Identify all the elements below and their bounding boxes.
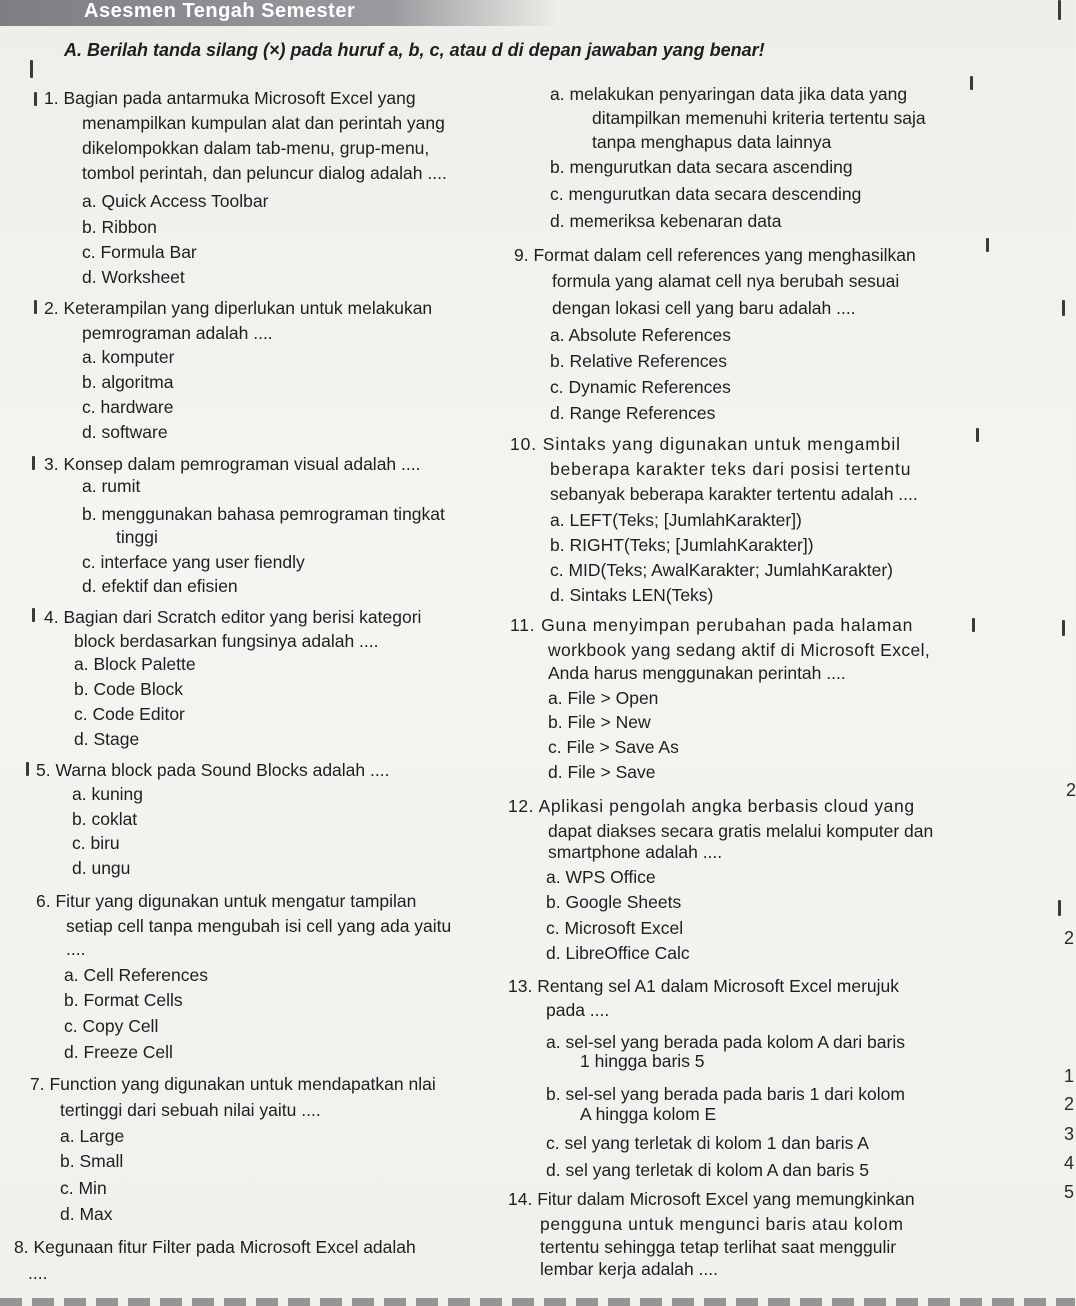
question-3-option-b-line-2: tinggi [116,527,158,547]
question-7-line-1: 7. Function yang digunakan untuk mendapatkan nlai [30,1074,436,1094]
question-13-option-b-line-2: A hingga kolom E [580,1104,717,1124]
margin-mark [34,92,37,106]
question-4-line-1: 4. Bagian dari Scratch editor yang berisi kategori [44,607,422,627]
margin-mark [1062,300,1065,316]
question-2-option-a: a. komputer [82,347,175,367]
header-band [0,0,560,26]
question-6-line-1: 6. Fitur yang digunakan untuk mengatur tampilan [36,891,417,911]
margin-mark [32,608,35,622]
question-13-option-a-line-2: 1 hingga baris 5 [580,1051,705,1071]
question-11-option-a: a. File > Open [548,688,659,708]
question-2-option-b: b. algoritma [82,372,174,392]
section-title: A. Berilah tanda silang (×) pada huruf a, b, c, atau d di depan jawaban yang benar! [64,40,765,60]
question-10-option-d: d. Sintaks LEN(Teks) [550,585,714,605]
question-13-option-b-line-1: b. sel-sel yang berada pada baris 1 dari kolom [546,1084,905,1104]
question-6-option-a: a. Cell References [64,965,208,985]
question-7-option-b: b. Small [60,1151,124,1171]
question-2-line-2: pemrograman adalah .... [82,323,273,343]
question-3-option-d: d. efektif dan efisien [82,576,238,596]
question-8-option-a-line-1: a. melakukan penyaringan data jika data yang [550,84,908,104]
question-2-option-d: d. software [82,422,168,442]
question-3-option-c: c. interface yang user fiendly [82,552,305,572]
margin-mark [972,618,975,632]
question-4-option-a: a. Block Palette [74,654,196,674]
question-5-option-b: b. coklat [72,809,138,829]
question-1-line-1: 1. Bagian pada antarmuka Microsoft Excel yang [44,88,416,108]
question-11-line-1: 11. Guna menyimpan perubahan pada halaman [510,615,914,635]
question-6-option-b: b. Format Cells [64,990,183,1010]
question-1-option-c: c. Formula Bar [82,242,197,262]
question-6-line-3: .... [66,939,86,959]
question-12-line-3: smartphone adalah .... [548,842,723,862]
header-title: Asesmen Tengah Semester [84,0,356,22]
margin-mark [32,456,35,470]
question-8-option-d: d. memeriksa kebenaran data [550,211,782,231]
question-9-line-1: 9. Format dalam cell references yang menghasilkan [514,245,916,265]
margin-mark [970,76,973,90]
question-5-option-a: a. kuning [72,784,144,804]
edge-digit: 1 [1064,1066,1075,1086]
question-4-option-b: b. Code Block [74,679,183,699]
question-11-option-d: d. File > Save [548,762,656,782]
margin-mark [986,238,989,252]
question-13-line-1: 13. Rentang sel A1 dalam Microsoft Excel merujuk [508,976,900,996]
question-9-option-b: b. Relative References [550,351,728,371]
question-8-option-b: b. mengurutkan data secara ascending [550,157,853,177]
question-4-line-2: block berdasarkan fungsinya adalah .... [74,631,379,651]
question-11-option-c: c. File > Save As [548,737,679,757]
question-1-option-a: a. Quick Access Toolbar [82,191,269,211]
question-10-option-b: b. RIGHT(Teks; [JumlahKarakter]) [550,535,814,555]
question-10-line-2: beberapa karakter teks dari posisi tertentu [550,459,912,479]
question-12-option-b: b. Google Sheets [546,892,682,912]
edge-digit: 5 [1064,1182,1075,1202]
question-1-line-3: dikelompokkan dalam tab-menu, grup-menu, [82,138,430,158]
edge-digit: 2 [1064,928,1075,948]
question-7-line-2: tertinggi dari sebuah nilai yaitu .... [60,1100,321,1120]
margin-mark [1058,900,1061,916]
question-9-option-d: d. Range References [550,403,716,423]
bottom-edge-strip [0,1298,1075,1306]
question-8-line-2: .... [28,1263,48,1283]
margin-mark [30,60,33,78]
question-12-option-c: c. Microsoft Excel [546,918,684,938]
margin-mark [34,300,37,314]
question-12-option-a: a. WPS Office [546,867,656,887]
margin-mark [976,428,979,442]
question-9-option-a: a. Absolute References [550,325,731,345]
question-7-option-d: d. Max [60,1204,113,1224]
question-7-option-a: a. Large [60,1126,125,1146]
question-5-line-1: 5. Warna block pada Sound Blocks adalah .... [36,760,390,780]
question-10-option-a: a. LEFT(Teks; [JumlahKarakter]) [550,510,802,530]
question-11-line-3: Anda harus menggunakan perintah .... [548,663,846,683]
question-13-option-d: d. sel yang terletak di kolom A dan baris 5 [546,1160,869,1180]
margin-mark [1062,620,1065,636]
question-6-line-2: setiap cell tanpa mengubah isi cell yang ada yaitu [66,916,452,936]
question-14-line-3: tertentu sehingga tetap terlihat saat menggulir [540,1237,897,1257]
question-9-option-c: c. Dynamic References [550,377,731,397]
question-8-option-a-line-3: tanpa menghapus data lainnya [592,132,832,152]
question-1-option-d: d. Worksheet [82,267,185,287]
question-1-line-4: tombol perintah, dan peluncur dialog adalah .... [82,163,447,183]
question-11-option-b: b. File > New [548,712,651,732]
edge-digit: 2 [1066,780,1076,800]
question-3-line-1: 3. Konsep dalam pemrograman visual adalah .... [44,454,421,474]
edge-digit: 2 [1064,1094,1075,1114]
question-13-option-a-line-1: a. sel-sel yang berada pada kolom A dari baris [546,1032,905,1052]
question-11-line-2: workbook yang sedang aktif di Microsoft Excel, [548,640,931,660]
margin-mark [26,762,29,776]
question-5-option-c: c. biru [72,833,120,853]
question-9-line-3: dengan lokasi cell yang baru adalah .... [552,298,856,318]
margin-mark [1058,0,1061,20]
question-13-option-c: c. sel yang terletak di kolom 1 dan baris A [546,1133,869,1153]
question-2-option-c: c. hardware [82,397,174,417]
question-10-line-3: sebanyak beberapa karakter tertentu adalah .... [550,484,918,504]
question-8-line-1: 8. Kegunaan fitur Filter pada Microsoft Excel adalah [14,1237,416,1257]
question-1-option-b: b. Ribbon [82,217,157,237]
question-7-option-c: c. Min [60,1178,107,1198]
question-6-option-c: c. Copy Cell [64,1016,159,1036]
question-4-option-d: d. Stage [74,729,140,749]
question-14-line-1: 14. Fitur dalam Microsoft Excel yang memungkinkan [508,1189,915,1209]
question-8-option-a-line-2: ditampilkan memenuhi kriteria tertentu saja [592,108,926,128]
question-13-line-2: pada .... [546,1000,610,1020]
question-1-line-2: menampilkan kumpulan alat dan perintah yang [82,113,445,133]
question-2-line-1: 2. Keterampilan yang diperlukan untuk melakukan [44,298,433,318]
question-3-option-b-line-1: b. menggunakan bahasa pemrograman tingkat [82,504,445,524]
question-6-option-d: d. Freeze Cell [64,1042,173,1062]
question-10-option-c: c. MID(Teks; AwalKarakter; JumlahKarakter) [550,560,893,580]
edge-digit: 4 [1064,1153,1075,1173]
question-3-option-a: a. rumit [82,476,141,496]
question-12-line-1: 12. Aplikasi pengolah angka berbasis cloud yang [508,796,915,816]
question-12-line-2: dapat diakses secara gratis melalui komputer dan [548,821,934,841]
question-12-option-d: d. LibreOffice Calc [546,943,690,963]
question-5-option-d: d. ungu [72,858,131,878]
question-8-option-c: c. mengurutkan data secara descending [550,184,862,204]
question-10-line-1: 10. Sintaks yang digunakan untuk mengambil [510,434,901,454]
question-14-line-4: lembar kerja adalah .... [540,1259,719,1279]
question-14-line-2: pengguna untuk mengunci baris atau kolom [540,1214,904,1234]
question-4-option-c: c. Code Editor [74,704,185,724]
edge-digit: 3 [1064,1124,1075,1144]
question-9-line-2: formula yang alamat cell nya berubah sesuai [552,271,900,291]
